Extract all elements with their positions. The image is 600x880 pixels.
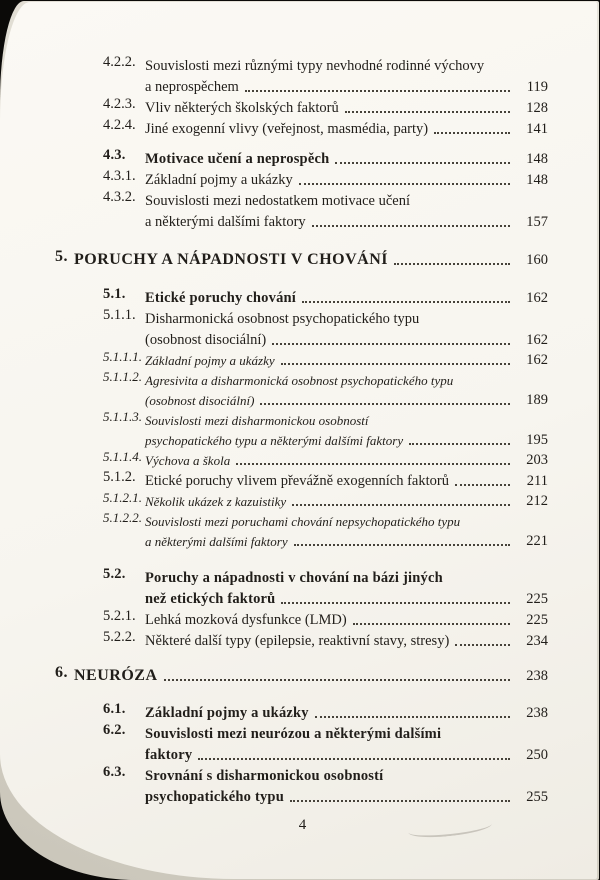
toc-entry-title: Agresivita a disharmonická osobnost psychopatického typu [145, 373, 454, 388]
toc-entry-5-2 [103, 566, 548, 608]
toc-entry-page: 195 [526, 432, 548, 448]
toc-entry-line [145, 54, 548, 75]
toc-entry-5-1-1-2 [103, 369, 548, 409]
toc-entry-number: 4.3.2. [103, 189, 136, 205]
dot-leader [292, 504, 510, 506]
toc-entry-line [145, 449, 548, 469]
toc-entry-title: Srovnání s disharmonickou osobností [145, 768, 384, 784]
toc-entry-title: Některé další typy (epilepsie, reaktivní stavy, stresy) [145, 633, 450, 649]
toc-entry-page: 148 [526, 151, 548, 167]
toc-entry-line [145, 608, 548, 629]
toc-entry-title: Etické poruchy vlivem převážně exogenních faktorů [145, 473, 449, 489]
toc-entry-4-3 [103, 147, 548, 168]
toc-entry-5-1-1-3 [103, 409, 548, 449]
toc-section [55, 147, 548, 231]
toc [55, 54, 548, 806]
toc-entry-title: NEURÓZA [74, 667, 158, 684]
toc-entry-page: 119 [526, 79, 548, 95]
dot-leader [394, 263, 510, 265]
toc-entry-page: 162 [526, 332, 548, 348]
toc-entry-page: 157 [526, 214, 548, 230]
dot-leader [236, 463, 510, 465]
toc-entry-number: 6.3. [103, 764, 126, 780]
toc-entry-number: 4.2.3. [103, 96, 136, 112]
toc-entry-number: 5.1.2. [103, 469, 136, 485]
toc-entry-4-3-1 [103, 168, 548, 189]
toc-entry-5-1 [103, 286, 548, 307]
toc-entry-number: 4.3. [103, 147, 126, 163]
toc-entry-page: 238 [526, 705, 548, 721]
toc-entry-title: Poruchy a nápadnosti v chování na bázi jiných [145, 570, 443, 586]
dot-leader [409, 443, 510, 445]
toc-entry-line [145, 75, 548, 96]
dot-leader [198, 758, 510, 760]
dot-leader [164, 679, 510, 681]
toc-entry-body [145, 490, 548, 510]
toc-entry-title: Vliv některých školských faktorů [145, 100, 339, 116]
toc-entry-body [145, 722, 548, 764]
toc-entry-5-1-1 [103, 307, 548, 349]
toc-entry-line [145, 510, 548, 530]
toc-entry-title: Souvislosti mezi poruchami chování nepsychopatického typu [145, 514, 461, 529]
toc-entry-body [145, 510, 548, 550]
toc-entry-title: Motivace učení a neprospěch [145, 151, 330, 167]
toc-entry-line [145, 189, 548, 210]
toc-entry-body [145, 369, 548, 409]
toc-entry-line [145, 349, 548, 369]
toc-entry-line [145, 743, 548, 764]
toc-entry-body [145, 449, 548, 469]
toc-entry-line [145, 210, 548, 231]
toc-entry-page: 221 [526, 533, 548, 549]
toc-entry-page: 225 [526, 591, 548, 607]
toc-entry-line [74, 664, 548, 685]
dot-leader [353, 623, 510, 625]
toc-entry-6-3 [103, 764, 548, 806]
toc-entry-title: psychopatického typu [145, 789, 284, 805]
toc-section [55, 54, 548, 138]
dot-leader [455, 484, 510, 486]
toc-entry-line [145, 409, 548, 429]
toc-entry-number: 4.2.4. [103, 117, 136, 133]
toc-entry-number: 4.2.2. [103, 54, 136, 70]
toc-entry-title: Základní pojmy a ukázky [145, 705, 309, 721]
toc-entry-line [145, 96, 548, 117]
toc-entry-title: Jiné exogenní vlivy (veřejnost, masmédia, party) [145, 121, 429, 137]
page-number-footer: 4 [298, 817, 307, 833]
toc-entry-line [145, 587, 548, 608]
dot-leader [312, 225, 510, 227]
toc-entry-number: 5.1.1.1. [103, 349, 142, 364]
toc-entry-6-2 [103, 722, 548, 764]
toc-entry-title: psychopatického typu a některými dalšími faktory [145, 433, 404, 448]
toc-entry-body [145, 349, 548, 369]
toc-entry-body [145, 629, 548, 650]
toc-entry-5-2-2 [103, 629, 548, 650]
toc-entry-number: 5.1.1.4. [103, 449, 142, 464]
toc-entry-title: Lehká mozková dysfunkce (LMD) [145, 612, 347, 628]
toc-entry-body [145, 286, 548, 307]
toc-entry-line [145, 389, 548, 409]
toc-entry-number: 5.1.2.1. [103, 490, 142, 505]
toc-entry-body [145, 409, 548, 449]
dot-leader [299, 183, 510, 185]
toc-entry-page: 141 [526, 121, 548, 137]
toc-section [55, 664, 548, 685]
toc-entry-number: 5.2.2. [103, 629, 136, 645]
toc-entry-line [145, 490, 548, 510]
toc-entry-line [145, 328, 548, 349]
toc-entry-line [74, 248, 548, 269]
toc-entry-page: 238 [526, 668, 548, 684]
toc-entry-line [145, 701, 548, 722]
toc-entry-body [145, 117, 548, 138]
toc-entry-page: 211 [526, 473, 548, 489]
toc-entry-body [145, 168, 548, 189]
toc-entry-5-1-1-4 [103, 449, 548, 469]
toc-entry-body [145, 147, 548, 168]
toc-entry-page: 203 [526, 452, 548, 468]
toc-entry-line [145, 469, 548, 490]
toc-entry-5-1-2 [103, 469, 548, 490]
dot-leader [434, 132, 510, 134]
toc-entry-title: Disharmonická osobnost psychopatického typu [145, 311, 420, 327]
toc-entry-page: 255 [526, 789, 548, 805]
toc-entry-page: 162 [526, 352, 548, 368]
dot-leader [281, 602, 510, 604]
toc-entry-4-3-2 [103, 189, 548, 231]
dot-leader [315, 716, 510, 718]
toc-entry-body [145, 307, 548, 349]
toc-entry-5-2-1 [103, 608, 548, 629]
toc-entry-number: 6.2. [103, 722, 126, 738]
dot-leader [302, 301, 510, 303]
toc-entry-title: Souvislosti mezi neurózou a některými dalšími [145, 726, 442, 742]
toc-entry-6-1 [103, 701, 548, 722]
toc-entry-number: 5. [55, 248, 68, 265]
toc-entry-line [145, 566, 548, 587]
toc-entry-title: faktory [145, 747, 193, 763]
toc-entry-number: 5.1.1.2. [103, 369, 142, 384]
toc-entry-title: (osobnost disociální) [145, 332, 267, 348]
toc-entry-title: Etické poruchy chování [145, 290, 297, 306]
toc-entry-number: 6.1. [103, 701, 126, 717]
toc-entry-number: 5.1.1.3. [103, 409, 142, 424]
toc-entry-body [145, 469, 548, 490]
toc-entry-number: 6. [55, 664, 68, 681]
toc-entry-page: 225 [526, 612, 548, 628]
toc-entry-5 [55, 248, 548, 269]
toc-entry-title: Souvislosti mezi disharmonickou osobností [145, 413, 369, 428]
toc-entry-body [74, 664, 548, 685]
toc-entry-title: Několik ukázek z kazuistiky [145, 494, 287, 509]
toc-section [55, 566, 548, 650]
toc-entry-5-1-2-2 [103, 510, 548, 550]
toc-entry-number: 5.1.1. [103, 307, 136, 323]
dot-leader [245, 90, 510, 92]
toc-entry-title: Souvislosti mezi různými typy nevhodné rodinné výchovy [145, 58, 485, 74]
toc-entry-page: 189 [526, 392, 548, 408]
toc-section [55, 286, 548, 550]
toc-section [55, 701, 548, 806]
toc-entry-5-1-2-1 [103, 490, 548, 510]
toc-entry-4-2-2 [103, 54, 548, 96]
toc-entry-line [145, 286, 548, 307]
toc-entry-page: 160 [526, 252, 548, 268]
toc-entry-line [145, 168, 548, 189]
toc-entry-number: 5.1.2.2. [103, 510, 142, 525]
dot-leader [345, 111, 510, 113]
toc-entry-title: a některými dalšími faktory [145, 214, 306, 230]
toc-entry-line [145, 307, 548, 328]
toc-entry-body [145, 701, 548, 722]
toc-entry-5-1-1-1 [103, 349, 548, 369]
toc-entry-title: a neprospěchem [145, 79, 239, 95]
dot-leader [455, 644, 510, 646]
toc-entry-line [145, 722, 548, 743]
toc-entry-line [145, 764, 548, 785]
toc-entry-4-2-4 [103, 117, 548, 138]
toc-entry-4-2-3 [103, 96, 548, 117]
toc-entry-title: Souvislosti mezi nedostatkem motivace učení [145, 193, 410, 209]
toc-entry-body [145, 96, 548, 117]
dot-leader [281, 363, 510, 365]
toc-entry-title: (osobnost disociální) [145, 393, 255, 408]
toc-entry-page: 128 [526, 100, 548, 116]
dot-leader [260, 403, 510, 405]
scanned-page [0, 2, 597, 879]
toc-entry-body [145, 608, 548, 629]
dot-leader [335, 162, 510, 164]
toc-entry-title: Základní pojmy a ukázky [145, 172, 293, 188]
toc-entry-title: než etických faktorů [145, 591, 276, 607]
toc-entry-page: 250 [526, 747, 548, 763]
toc-entry-line [145, 429, 548, 449]
toc-entry-6 [55, 664, 548, 685]
toc-entry-number: 5.2.1. [103, 608, 136, 624]
toc-entry-body [74, 248, 548, 269]
toc-entry-number: 5.2. [103, 566, 126, 582]
toc-entry-line [145, 530, 548, 550]
toc-entry-page: 148 [526, 172, 548, 188]
toc-entry-line [145, 147, 548, 168]
dot-leader [290, 800, 510, 802]
toc-entry-title: Základní pojmy a ukázky [145, 353, 275, 368]
toc-entry-page: 212 [526, 493, 548, 509]
toc-entry-title: a některými dalšími faktory [145, 534, 288, 549]
toc-entry-title: Výchova a škola [145, 453, 231, 468]
dot-leader [294, 544, 510, 546]
toc-entry-body [145, 764, 548, 806]
toc-entry-body [145, 189, 548, 231]
toc-entry-title: PORUCHY A NÁPADNOSTI V CHOVÁNÍ [74, 251, 388, 268]
toc-entry-line [145, 629, 548, 650]
toc-section [55, 248, 548, 269]
toc-entry-line [145, 785, 548, 806]
dot-leader [272, 343, 510, 345]
toc-entry-body [145, 54, 548, 96]
toc-entry-line [145, 117, 548, 138]
toc-entry-line [145, 369, 548, 389]
toc-entry-body [145, 566, 548, 608]
toc-entry-number: 4.3.1. [103, 168, 136, 184]
toc-entry-page: 162 [526, 290, 548, 306]
toc-entry-number: 5.1. [103, 286, 126, 302]
toc-entry-page: 234 [526, 633, 548, 649]
